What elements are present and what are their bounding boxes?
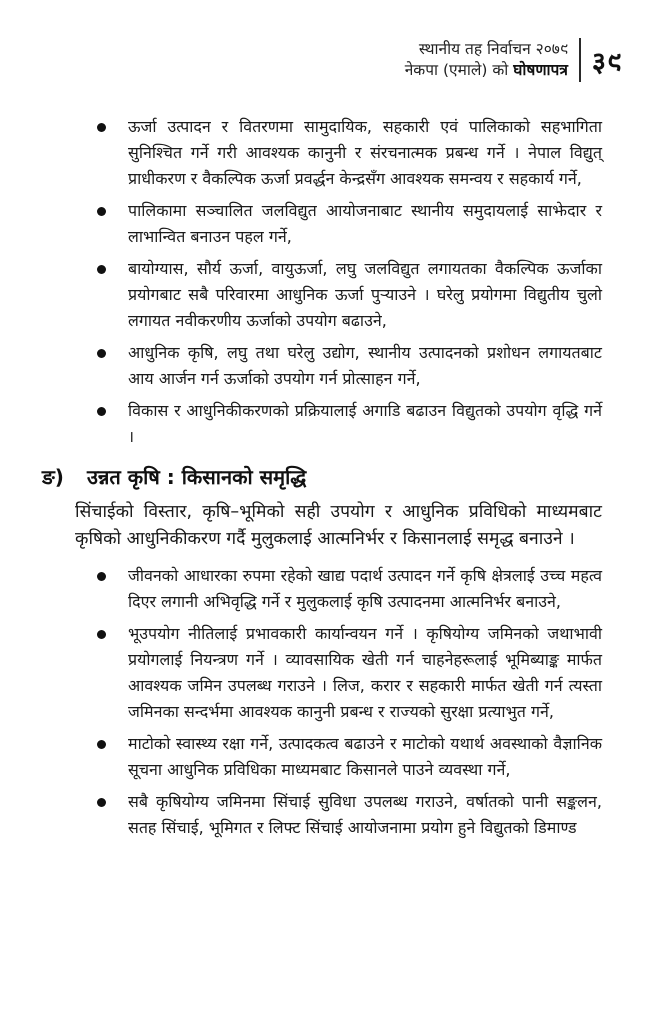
bullet-icon bbox=[97, 740, 106, 749]
section-heading bbox=[42, 464, 602, 491]
bullet-item bbox=[97, 256, 602, 334]
bullet-text: आधुनिक कृषि, लघु तथा घरेलु उद्योग, स्थानीय उत्पादनको प्रशोधन लगायतबाट आय आर्जन गर्न ऊर्जाको उपयोग गर्न प्रोत्साहन गर्ने, bbox=[128, 343, 602, 388]
bullet-icon bbox=[97, 798, 106, 807]
header-divider bbox=[579, 38, 581, 82]
bullet-icon bbox=[97, 630, 106, 639]
bullet-item bbox=[97, 563, 602, 615]
header-title-line2-bold: घोषणापत्र bbox=[513, 61, 568, 79]
bullet-list-agriculture bbox=[42, 563, 602, 841]
bullet-item bbox=[97, 198, 602, 250]
bullet-text: पालिकामा सञ्चालित जलविद्युत आयोजनाबाट स्थानीय समुदायलाई साझेदार र लाभान्वित बनाउन पहल गर्ने, bbox=[128, 201, 602, 246]
bullet-icon bbox=[97, 207, 106, 216]
bullet-icon bbox=[97, 265, 106, 274]
bullet-text: बायोग्यास, सौर्य ऊर्जा, वायुऊर्जा, लघु जलविद्युत लगायतका वैकल्पिक ऊर्जाका प्रयोगबाट सबै परिवारमा आधुनिक ऊर्जा पुऱ्याउने । घरेलु प्रयोगमा विद्युतीय चुलो लगायत नवीकरणीय ऊर्जाको उपयोग बढाउने, bbox=[128, 259, 602, 330]
bullet-text: भूउपयोग नीतिलाई प्रभावकारी कार्यान्वयन गर्ने । कृषियोग्य जमिनको जथाभावी प्रयोगलाई नियन्त्रण गर्ने । व्यावसायिक खेती गर्न चाहनेहरूलाई भूमिब्याङ्क मार्फत आवश्यक जमिन उपलब्ध गराउने । लिज, करार र सहकारी मार्फत खेती गर्न त्यस्ता जमिनका सन्दर्भमा आवश्यक कानुनी प्रबन्ध र राज्यको सुरक्षा प्रत्याभुत गर्ने, bbox=[128, 624, 602, 721]
header-title-line2-prefix: नेकपा (एमाले) को bbox=[404, 61, 514, 79]
bullet-icon bbox=[97, 349, 106, 358]
bullet-item bbox=[97, 789, 602, 841]
bullet-text: ऊर्जा उत्पादन र वितरणमा सामुदायिक, सहकारी एवं पालिकाको सहभागिता सुनिश्चित गर्ने गरी आवश्यक कानुनी र संरचनात्मक प्रबन्ध गर्ने । नेपाल विद्युत् प्राधीकरण र वैकल्पिक ऊर्जा प्रवर्द्धन केन्द्रसँग आवश्यक समन्वय र सहकार्य गर्ने, bbox=[128, 117, 602, 188]
header-title-line2 bbox=[405, 60, 568, 81]
bullet-text: सबै कृषियोग्य जमिनमा सिंचाई सुविधा उपलब्ध गराउने, वर्षातको पानी सङ्कलन, सतह सिंचाई, भूमिगत र लिफ्ट सिंचाई आयोजनामा प्रयोग हुने विद्युतको डिमाण्ड bbox=[128, 792, 602, 837]
bullet-item bbox=[97, 731, 602, 783]
bullet-text: माटोको स्वास्थ्य रक्षा गर्ने, उत्पादकत्व बढाउने र माटोको यथार्थ अवस्थाको वैज्ञानिक सूचना आधुनिक प्रविधिका माध्यमबाट किसानले पाउने व्यवस्था गर्ने, bbox=[128, 734, 602, 779]
bullet-list-energy bbox=[42, 114, 602, 450]
bullet-item bbox=[97, 340, 602, 392]
header-title bbox=[405, 39, 568, 81]
section-marker: ङ) bbox=[42, 465, 64, 489]
bullet-item bbox=[97, 114, 602, 192]
section-intro: सिंचाईको विस्तार, कृषि–भूमिको सही उपयोग र आधुनिक प्रविधिको माध्यमबाट कृषिको आधुनिकीकरण गर्दै मुलुकलाई आत्मनिर्भर र किसानलाई समृद्ध बनाउने । bbox=[75, 502, 602, 549]
bullet-icon bbox=[97, 123, 106, 132]
bullet-text: विकास र आधुनिकीकरणको प्रक्रियालाई अगाडि बढाउन विद्युतको उपयोग वृद्धि गर्ने । bbox=[128, 401, 602, 446]
page-content bbox=[42, 114, 602, 847]
page-number: ३९ bbox=[591, 46, 622, 78]
page-header bbox=[405, 38, 622, 82]
header-title-line1: स्थानीय तह निर्वाचन २०७९ bbox=[418, 40, 568, 58]
bullet-text: जीवनको आधारका रुपमा रहेको खाद्य पदार्थ उत्पादन गर्ने कृषि क्षेत्रलाई उच्च महत्व दिएर लगानी अभिवृद्धि गर्ने र मुलुकलाई कृषि उत्पादनमा आत्मनिर्भर बनाउने, bbox=[128, 566, 602, 611]
bullet-item bbox=[97, 398, 602, 450]
section-title: उन्नत कृषि : किसानको समृद्धि bbox=[87, 465, 307, 489]
bullet-item bbox=[97, 621, 602, 725]
bullet-icon bbox=[97, 407, 106, 416]
bullet-icon bbox=[97, 572, 106, 581]
